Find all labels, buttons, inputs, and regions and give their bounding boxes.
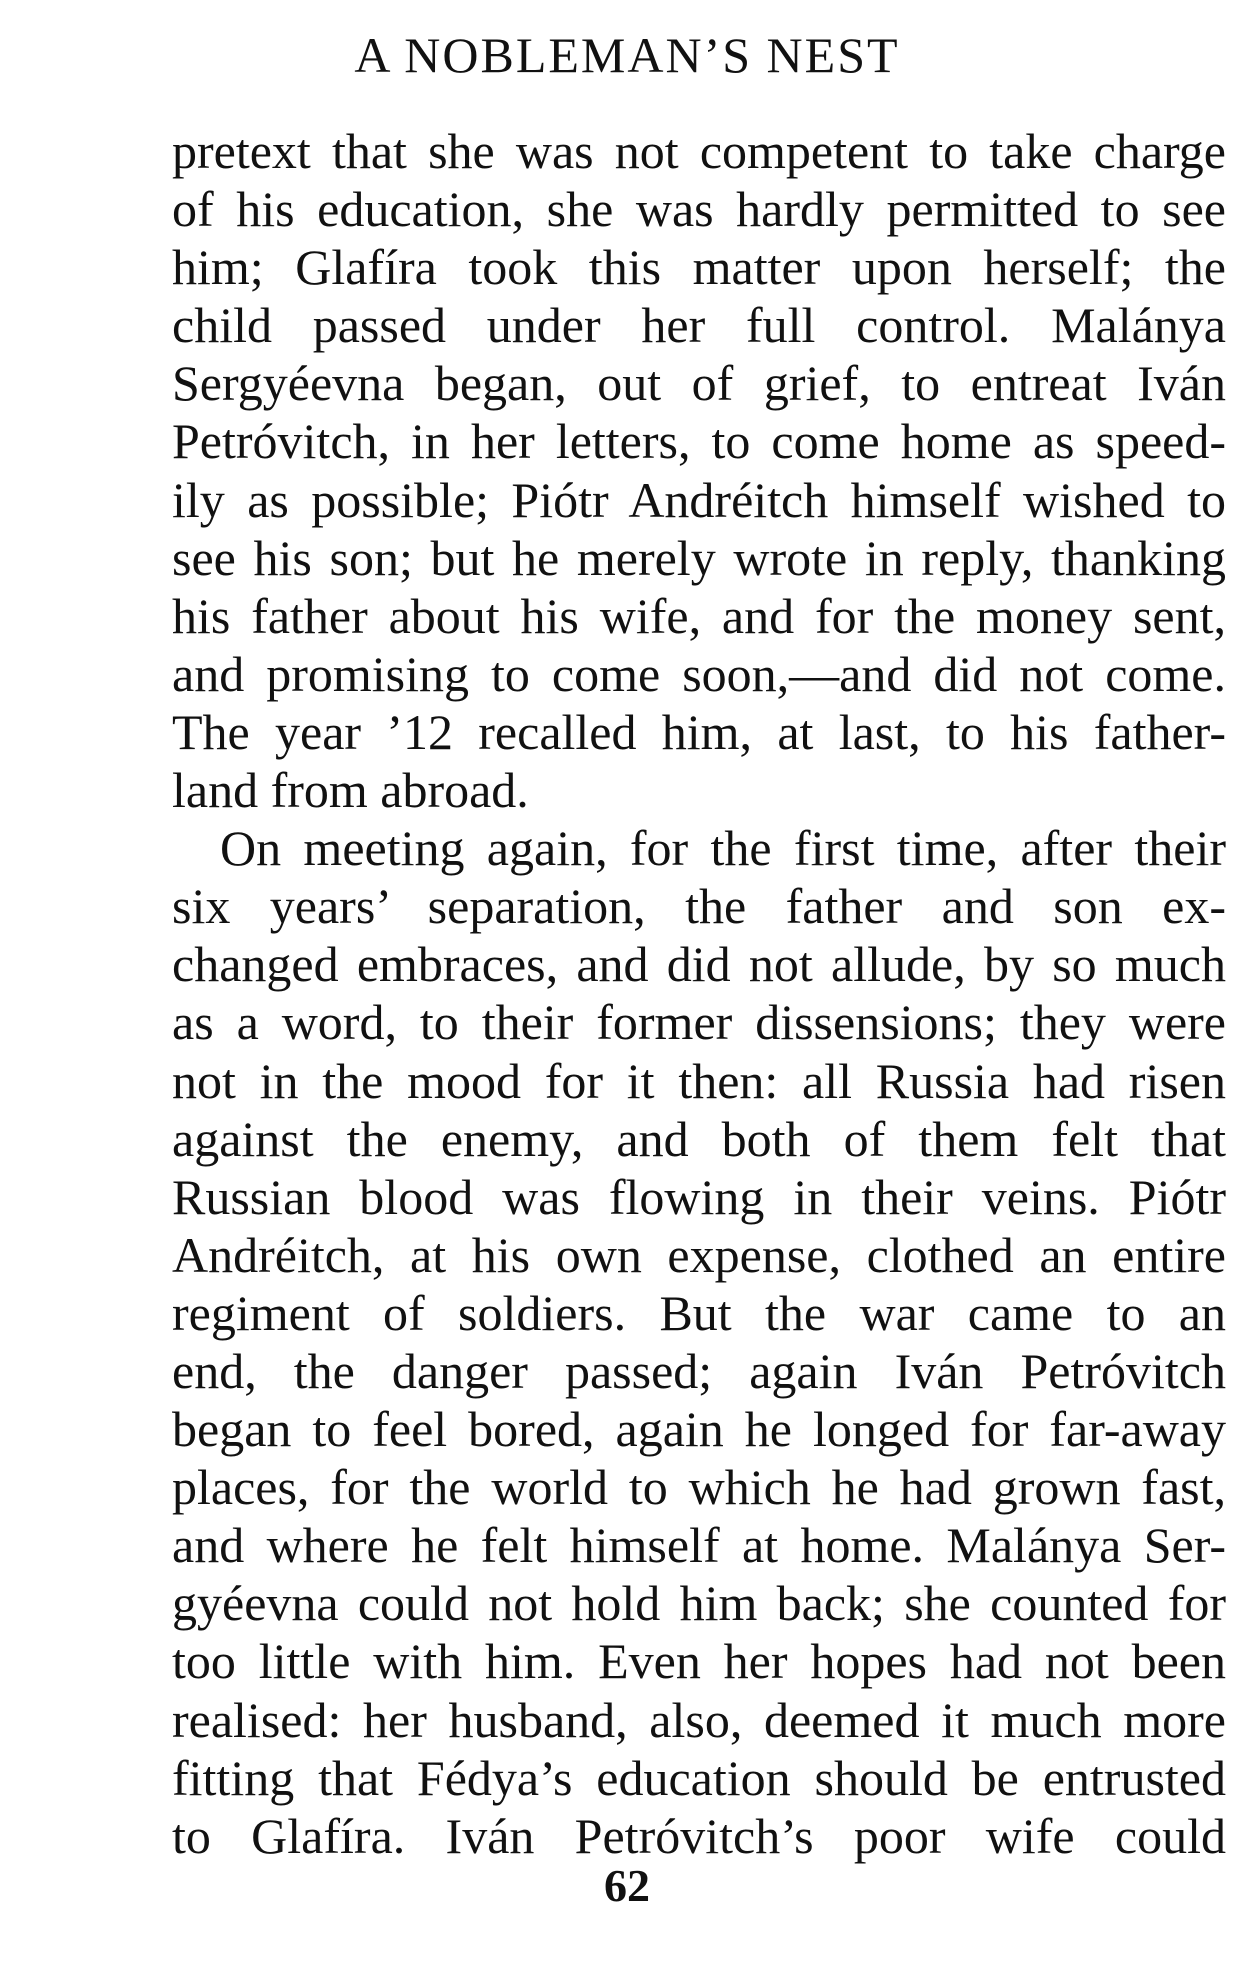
text-line: ily as possible; Piótr Andréitch himself wished to [172, 471, 1226, 528]
text-line: The year ’12 recalled him, at last, to his father- [172, 703, 1226, 760]
text-line: of his education, she was hardly permitted to see [172, 181, 1226, 238]
text-line: gyéevna could not hold him back; she counted for [172, 1575, 1226, 1632]
body-text [172, 122, 1226, 1865]
text-line: pretext that she was not competent to take charge [172, 123, 1226, 179]
text-line: regiment of soldiers. But the war came to an [172, 1284, 1226, 1341]
text-line: to Glafíra. Iván Petróvitch’s poor wife could [172, 1807, 1226, 1864]
text-line: Sergyéevna began, out of grief, to entreat Iván [172, 355, 1226, 412]
text-line: too little with him. Even her hopes had not been [172, 1633, 1226, 1690]
text-line: Andréitch, at his own expense, clothed an entire [172, 1226, 1226, 1283]
text-line: realised: her husband, also, deemed it much more [172, 1691, 1226, 1748]
text-line: end, the danger passed; again Iván Petróvitch [172, 1342, 1226, 1399]
text-line: began to feel bored, again he longed for far-away [172, 1401, 1226, 1458]
text-line: child passed under her full control. Malánya [172, 297, 1226, 354]
text-line: see his son; but he merely wrote in reply, thanking [172, 529, 1226, 586]
text-line: his father about his wife, and for the money sent, [172, 587, 1226, 644]
text-line: On meeting again, for the first time, after their [220, 820, 1226, 877]
text-line: land from abroad. [172, 762, 529, 819]
page-number: 62 [604, 1860, 650, 1911]
text-line: not in the mood for it then: all Russia had risen [172, 1052, 1226, 1109]
paragraph-1 [172, 122, 1226, 819]
text-line: and promising to come soon,—and did not come. [172, 645, 1226, 702]
paragraph-2 [172, 819, 1226, 1865]
text-line: him; Glafíra took this matter upon herself; the [172, 239, 1226, 296]
text-line: Russian blood was flowing in their veins. Piótr [172, 1168, 1226, 1225]
text-line: and where he felt himself at home. Malánya Ser- [172, 1517, 1226, 1574]
text-line: six years’ separation, the father and son ex- [172, 878, 1226, 935]
running-title: A NOBLEMAN’S NEST [354, 27, 900, 83]
text-line: changed embraces, and did not allude, by so much [172, 936, 1226, 993]
text-line: as a word, to their former dissensions; they were [172, 994, 1226, 1051]
text-line: places, for the world to which he had grown fast, [172, 1459, 1226, 1516]
text-line: Petróvitch, in her letters, to come home as speed- [172, 413, 1226, 470]
text-line: fitting that Fédya’s education should be entrusted [172, 1749, 1226, 1806]
text-line: against the enemy, and both of them felt that [172, 1110, 1226, 1167]
